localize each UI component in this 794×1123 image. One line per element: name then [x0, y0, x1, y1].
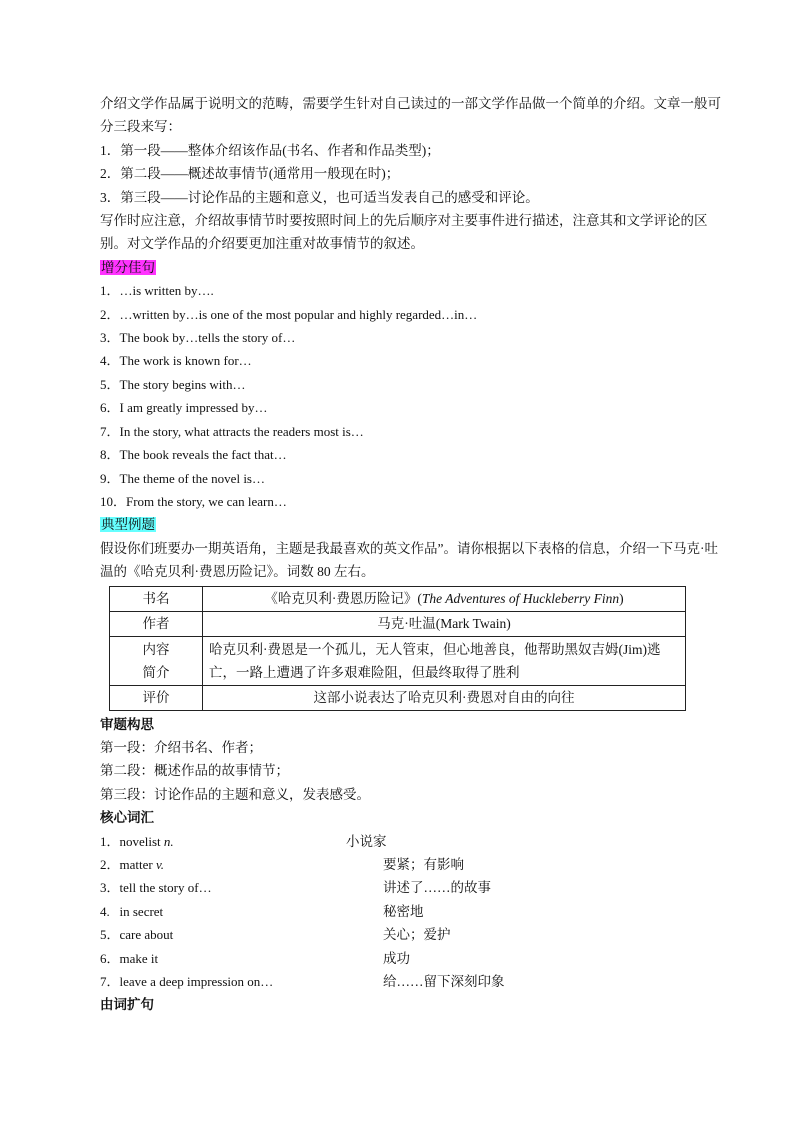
review-value-cell: 这部小说表达了哈克贝利·费恩对自由的向往: [203, 685, 686, 710]
table-row: [110, 685, 686, 710]
sentence-item: 4．The work is known for…: [100, 353, 252, 369]
title-en: The Adventures of Huckleberry Finn: [421, 590, 620, 606]
vocab-item: [100, 853, 722, 876]
vocab-en: 5．care about: [100, 927, 174, 943]
intro-step-1: 1．第一段——整体介绍该作品(书名、作者和作品类型)；: [100, 142, 440, 158]
vocab-item: [100, 830, 722, 853]
vocab-pos: v.: [155, 856, 165, 872]
title-cn: 《哈克贝利·费恩历险记》(: [264, 590, 422, 606]
vocab-en: 4. in secret: [100, 903, 164, 919]
vocab-item: [100, 923, 722, 946]
vocab-item: [100, 900, 722, 923]
vocab-cn: 讲述了……的故事: [383, 880, 491, 896]
vocab-en: 2．matter v.: [100, 856, 165, 872]
vocab-item: [100, 947, 722, 970]
vocabulary-heading: 核心词汇: [100, 810, 154, 826]
sentence-item: 8．The book reveals the fact that…: [100, 447, 287, 463]
table-row: [110, 611, 686, 636]
sentence-item: 9．The theme of the novel is…: [100, 470, 265, 486]
vocab-cn: 成功: [383, 950, 410, 966]
title-value-cell: [203, 586, 686, 611]
analysis-heading: 审题构思: [100, 716, 154, 732]
example-heading-label: 典型例题: [101, 517, 155, 533]
example-heading: [100, 513, 722, 536]
analysis-item: 第一段：介绍书名、作者；: [100, 739, 262, 755]
table-row: [110, 636, 686, 685]
summary-label-cell: [110, 636, 203, 685]
vocab-cn: 小说家: [346, 833, 387, 849]
analysis-item: 第三段：讨论作品的主题和意义，发表感受。: [100, 786, 370, 802]
sentence-item: 10．From the story, we can learn…: [100, 493, 287, 509]
sentence-item: 6．I am greatly impressed by…: [100, 400, 268, 416]
sentence-item: 2．…written by…is one of the most popular and highly regarded…in…: [100, 306, 478, 322]
summary-value-cell: 哈克贝利·费恩是一个孤儿，无人管束，但心地善良，他帮助黑奴吉姆(Jim)逃亡，一路上遭遇了许多艰难险阻，但最终取得了胜利: [203, 636, 686, 685]
vocab-en: 7．leave a deep impression on…: [100, 974, 274, 989]
vocab-cn: 秘密地: [383, 903, 424, 919]
analysis-item: 第二段：概述作品的故事情节；: [100, 763, 289, 779]
sentences-heading: [100, 256, 722, 279]
sentence-item: 5．The story begins with…: [100, 376, 246, 392]
sentences-heading-label: 增分佳句: [101, 259, 155, 275]
intro-step-2: 2．第二段——概述故事情节(通常用一般现在时)；: [100, 166, 400, 182]
vocab-cn: 给……留下深刻印象: [383, 974, 505, 989]
document-body: [100, 92, 722, 1017]
sentence-item: 1．…is written by….: [100, 283, 214, 299]
sentence-item: 3．The book by…tells the story of…: [100, 330, 296, 346]
vocab-en: 6．make it: [100, 950, 159, 966]
author-label-cell: 作者: [110, 611, 203, 636]
title-close: ): [619, 590, 624, 606]
vocab-en: 1．novelist n.: [100, 833, 174, 849]
intro-paragraph-1: 介绍文学作品属于说明文的范畴，需要学生针对自己读过的一部文学作品做一个简单的介绍。文章一般可分三段来写：: [100, 96, 721, 135]
vocab-pos: n.: [163, 833, 174, 849]
intro-paragraph-2: 写作时应注意，介绍故事情节时要按照时间上的先后顺序对主要事件进行描述，注意其和文学评论的区别。对文学作品的介绍要更加注重对故事情节的叙述。: [100, 213, 708, 252]
example-prompt: 假设你们班要办一期英语角，主题是我最喜欢的英文作品”。请你根据以下表格的信息，介绍一下马克·吐温的《哈克贝利·费恩历险记》。词数 80 左右。: [100, 540, 718, 580]
intro-step-3: 3．第三段——讨论作品的主题和意义，也可适当发表自己的感受和评论。: [100, 189, 539, 205]
book-info-table: [109, 586, 686, 711]
table-row: [110, 586, 686, 611]
review-label-cell: 评价: [110, 685, 203, 710]
title-label-cell: 书名: [110, 586, 203, 611]
vocab-cn: 关心；爱护: [383, 927, 451, 943]
vocab-en: 3．tell the story of…: [100, 880, 212, 896]
vocab-cn: 要紧；有影响: [383, 856, 464, 872]
expand-heading: 由词扩句: [100, 997, 154, 1013]
sentence-item: 7．In the story, what attracts the readers most is…: [100, 423, 364, 439]
vocab-item: [100, 876, 722, 899]
summary-label: 内容简介: [142, 641, 170, 680]
vocab-item: [100, 970, 722, 993]
author-value-cell: 马克·吐温(Mark Twain): [203, 611, 686, 636]
